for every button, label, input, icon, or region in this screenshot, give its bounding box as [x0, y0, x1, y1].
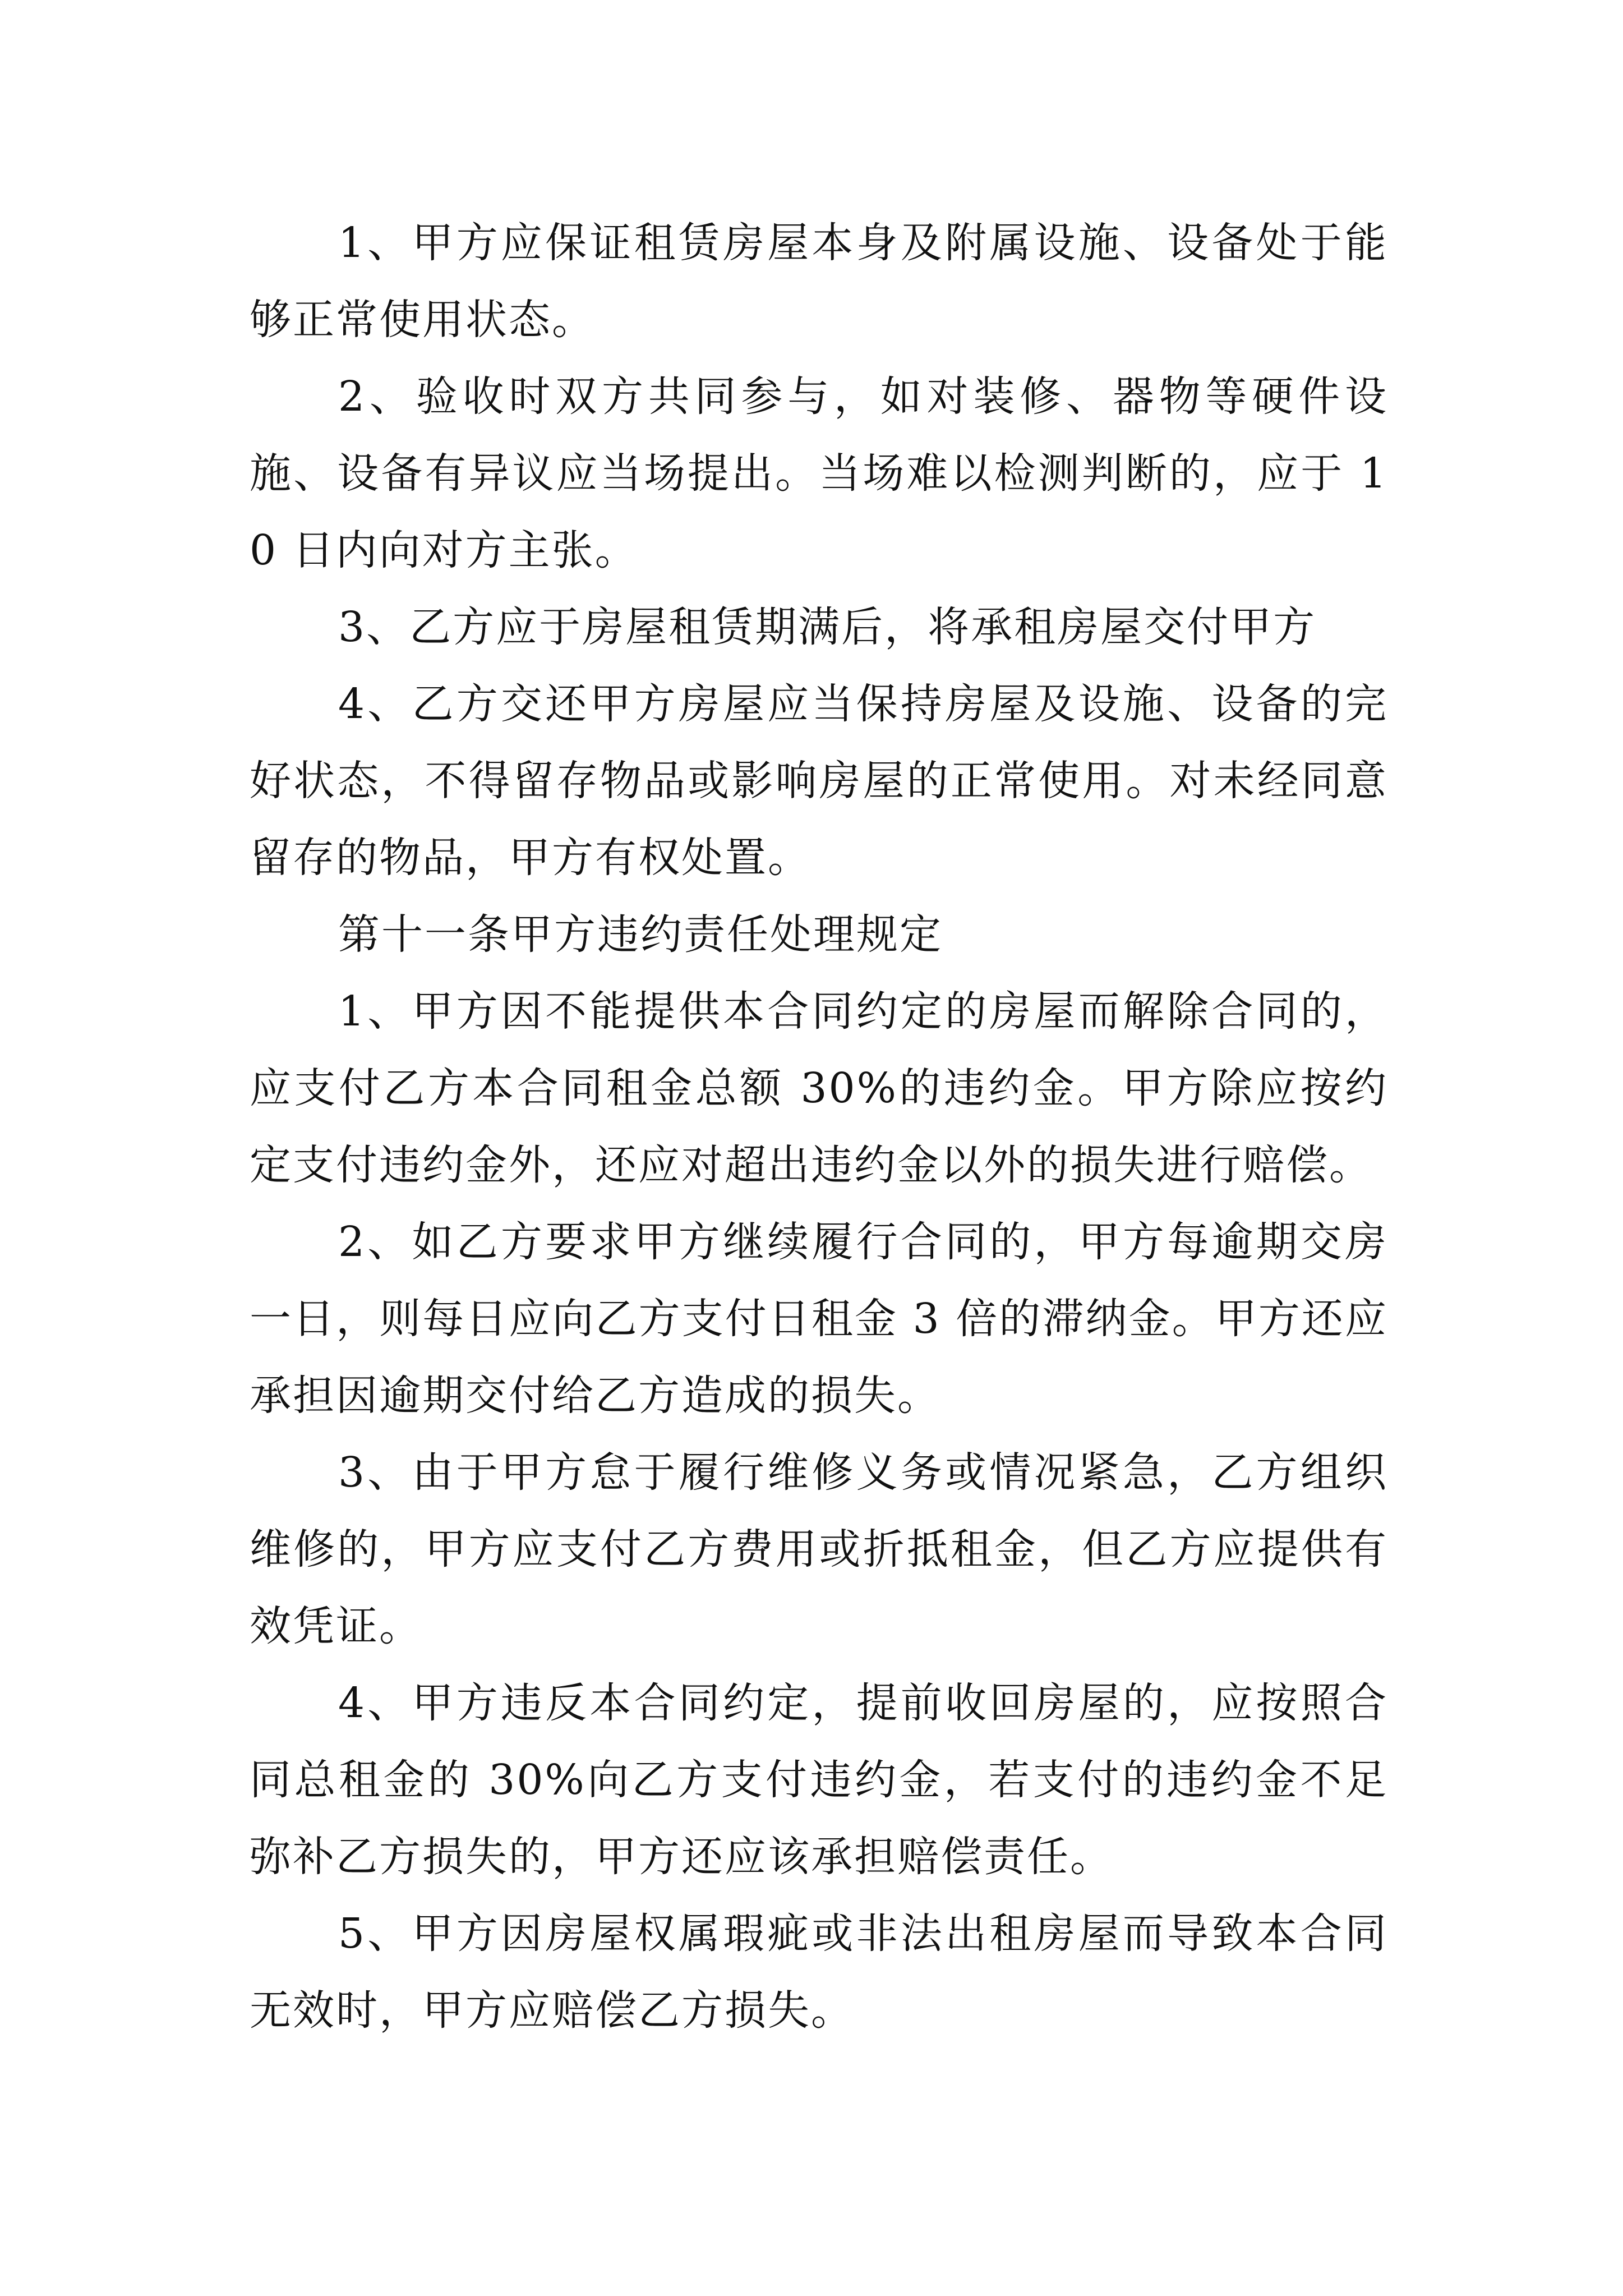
clause-paragraph-2: 2、验收时双方共同参与，如对装修、器物等硬件设施、设备有异议应当场提出。当场难以检测判断的，应于 10 日内向对方主张。 [250, 372, 1388, 574]
breach-paragraph-3: 3、由于甲方怠于履行维修义务或情况紧急，乙方组织维修的，甲方应支付乙方费用或折抵租金，但乙方应提供有效凭证。 [250, 1448, 1388, 1650]
document-body [250, 205, 1388, 2049]
breach-paragraph-5: 5、甲方因房屋权属瑕疵或非法出租房屋而导致本合同无效时，甲方应赔偿乙方损失。 [250, 1910, 1388, 2035]
clause-paragraph-1: 1、甲方应保证租赁房屋本身及附属设施、设备处于能够正常使用状态。 [250, 219, 1388, 344]
breach-paragraph-2: 2、如乙方要求甲方继续履行合同的，甲方每逾期交房一日，则每日应向乙方支付日租金 3 倍的滞纳金。甲方还应承担因逾期交付给乙方造成的损失。 [250, 1218, 1388, 1420]
breach-paragraph-1: 1、甲方因不能提供本合同约定的房屋而解除合同的，应支付乙方本合同租金总额 30%的违约金。甲方除应按约定支付违约金外，还应对超出违约金以外的损失进行赔偿。 [250, 987, 1388, 1189]
clause-paragraph-3: 3、乙方应于房屋租赁期满后，将承租房屋交付甲方 [338, 603, 1317, 651]
clause-paragraph-4: 4、乙方交还甲方房屋应当保持房屋及设施、设备的完好状态，不得留存物品或影响房屋的正常使用。对未经同意留存的物品，甲方有权处置。 [250, 680, 1388, 882]
article-heading: 第十一条甲方违约责任处理规定 [338, 910, 943, 959]
breach-paragraph-4: 4、甲方违反本合同约定，提前收回房屋的，应按照合同总租金的 30%向乙方支付违约金，若支付的违约金不足弥补乙方损失的，甲方还应该承担赔偿责任。 [250, 1679, 1388, 1881]
